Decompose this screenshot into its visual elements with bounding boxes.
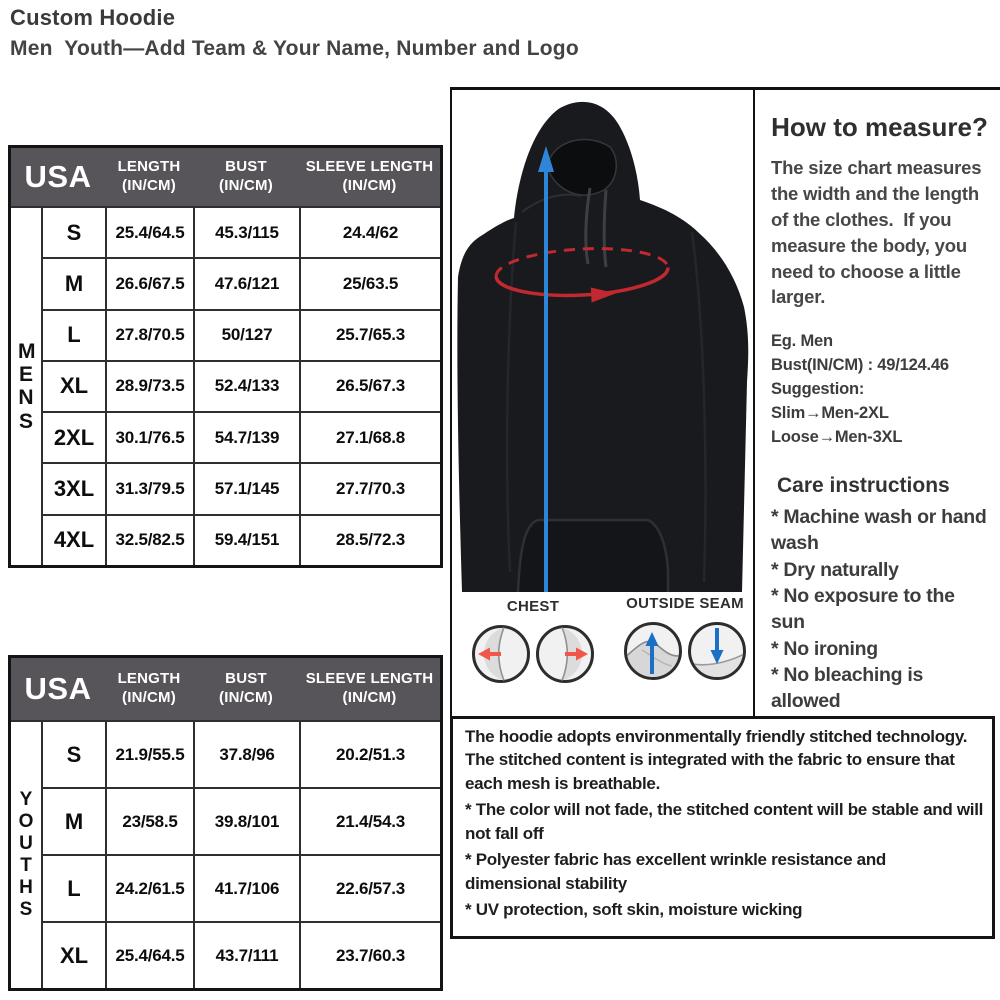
cell-sleeve: 22.6/57.3 [299,854,440,921]
seam-arrow-down-icon [686,620,748,682]
example-line: Bust(IN/CM) : 49/124.46 [771,356,949,375]
cell-bust: 54.7/139 [193,411,299,462]
col-header-sleeve [299,658,440,720]
seam-circles [618,620,752,682]
care-item: * Dry naturally [771,558,899,581]
col-header-bust-unit: (IN/CM) [219,689,273,706]
col-header-sleeve-unit: (IN/CM) [342,177,397,194]
cell-sleeve: 25.7/65.3 [299,309,440,360]
cell-length: 31.3/79.5 [105,462,193,513]
group-label-youths-text: YOUTHS [18,789,34,920]
col-header-length-unit: (IN/CM) [122,689,176,706]
cell-length: 27.8/70.5 [105,309,193,360]
description-line: The hoodie adopts environmentally friendly stitched technology. The stitched content is integrated with the fabric to ensure that each mesh is breathable. [465,727,972,793]
description-line: * The color will not fade, the stitched content will be stable and will not fall off [465,800,988,843]
cell-length: 28.9/73.5 [105,360,193,411]
how-to-measure-title: How to measure? [771,112,988,142]
cell-bust: 50/127 [193,309,299,360]
outside-seam-icons [618,595,752,682]
page-subtitle: Men Youth—Add Team & Your Name, Number and Logo [10,37,579,60]
cell-bust: 41.7/106 [193,854,299,921]
col-header-length-label: LENGTH [117,670,181,688]
col-header-length [105,148,193,206]
cell-length: 25.4/64.5 [105,206,193,257]
care-instructions-title: Care instructions [777,473,950,497]
col-header-bust-label: BUST [225,158,267,176]
example-block [771,330,988,450]
cell-sleeve: 27.1/68.8 [299,411,440,462]
group-label-mens [11,206,41,565]
example-line: Slim→Men-2XL [771,404,889,423]
cell-sleeve: 28.5/72.3 [299,514,440,565]
cell-size: M [41,257,105,308]
col-header-length [105,658,193,720]
hoodie-image [452,92,753,592]
example-line: Loose→Men-3XL [771,428,903,447]
description-line: * Polyester fabric has excellent wrinkle resistance and dimensional stability [465,850,891,893]
size-chart-youths [8,655,443,991]
col-header-length-label: LENGTH [117,158,181,176]
cell-bust: 37.8/96 [193,720,299,787]
cell-bust: 52.4/133 [193,360,299,411]
chest-label: CHEST [506,598,560,615]
cell-bust: 45.3/115 [193,206,299,257]
cell-length: 26.6/67.5 [105,257,193,308]
cell-sleeve: 25/63.5 [299,257,440,308]
outside-seam-label: OUTSIDE SEAM [626,595,744,612]
cell-size: L [41,854,105,921]
chest-arrow-left-icon [470,623,532,685]
cell-bust: 39.8/101 [193,787,299,854]
cell-bust: 59.4/151 [193,514,299,565]
cell-sleeve: 26.5/67.3 [299,360,440,411]
cell-size: M [41,787,105,854]
chest-arrow-right-icon [534,623,596,685]
how-to-measure-panel [753,87,1000,716]
cell-bust: 47.6/121 [193,257,299,308]
cell-sleeve: 23.7/60.3 [299,921,440,988]
cell-size: XL [41,921,105,988]
chest-measure-icons [468,598,598,685]
cell-size: S [41,720,105,787]
cell-size: 3XL [41,462,105,513]
cell-length: 30.1/76.5 [105,411,193,462]
cell-length: 21.9/55.5 [105,720,193,787]
col-header-bust [193,658,299,720]
hoodie-photo-panel [450,87,753,716]
cell-sleeve: 20.2/51.3 [299,720,440,787]
page-title: Custom Hoodie [10,5,176,30]
example-line: Eg. Men [771,332,833,351]
col-header-sleeve-label: SLEEVE LENGTH [305,158,434,176]
col-header-usa: USA [11,148,105,206]
col-header-sleeve-label: SLEEVE LENGTH [305,670,434,688]
care-item: * No exposure to the sun [771,584,955,634]
how-to-measure-body: The size chart measures the width and the length of the clothes. If you measure the body, you need to choose a little larger. [771,157,987,308]
seam-arrow-up-icon [622,620,684,682]
care-item: * No bleaching is allowed [771,663,924,713]
cell-bust: 57.1/145 [193,462,299,513]
col-header-usa: USA [11,658,105,720]
cell-bust: 43.7/111 [193,921,299,988]
size-chart-mens [8,145,443,568]
care-item: * Machine wash or hand wash [771,505,987,555]
cell-size: XL [41,360,105,411]
product-description-box [450,716,995,939]
cell-size: L [41,309,105,360]
group-label-youths [11,720,41,988]
cell-sleeve: 21.4/54.3 [299,787,440,854]
col-header-sleeve-unit: (IN/CM) [342,689,397,706]
care-item: * No ironing [771,637,878,660]
col-header-sleeve [299,148,440,206]
group-label-mens-text: MENS [18,340,36,433]
col-header-bust-label: BUST [225,670,267,688]
col-header-bust [193,148,299,206]
kangaroo-pocket [518,520,668,592]
chest-circles [468,623,598,685]
col-header-bust-unit: (IN/CM) [219,177,273,194]
cell-length: 32.5/82.5 [105,514,193,565]
cell-length: 24.2/61.5 [105,854,193,921]
example-line: Suggestion: [771,380,865,399]
cell-size: 4XL [41,514,105,565]
cell-length: 25.4/64.5 [105,921,193,988]
cell-length: 23/58.5 [105,787,193,854]
description-line: * UV protection, soft skin, moisture wicking [465,900,803,920]
cell-sleeve: 27.7/70.3 [299,462,440,513]
col-header-length-unit: (IN/CM) [122,177,176,194]
cell-size: S [41,206,105,257]
cell-sleeve: 24.4/62 [299,206,440,257]
cell-size: 2XL [41,411,105,462]
care-instructions-list [771,504,988,715]
